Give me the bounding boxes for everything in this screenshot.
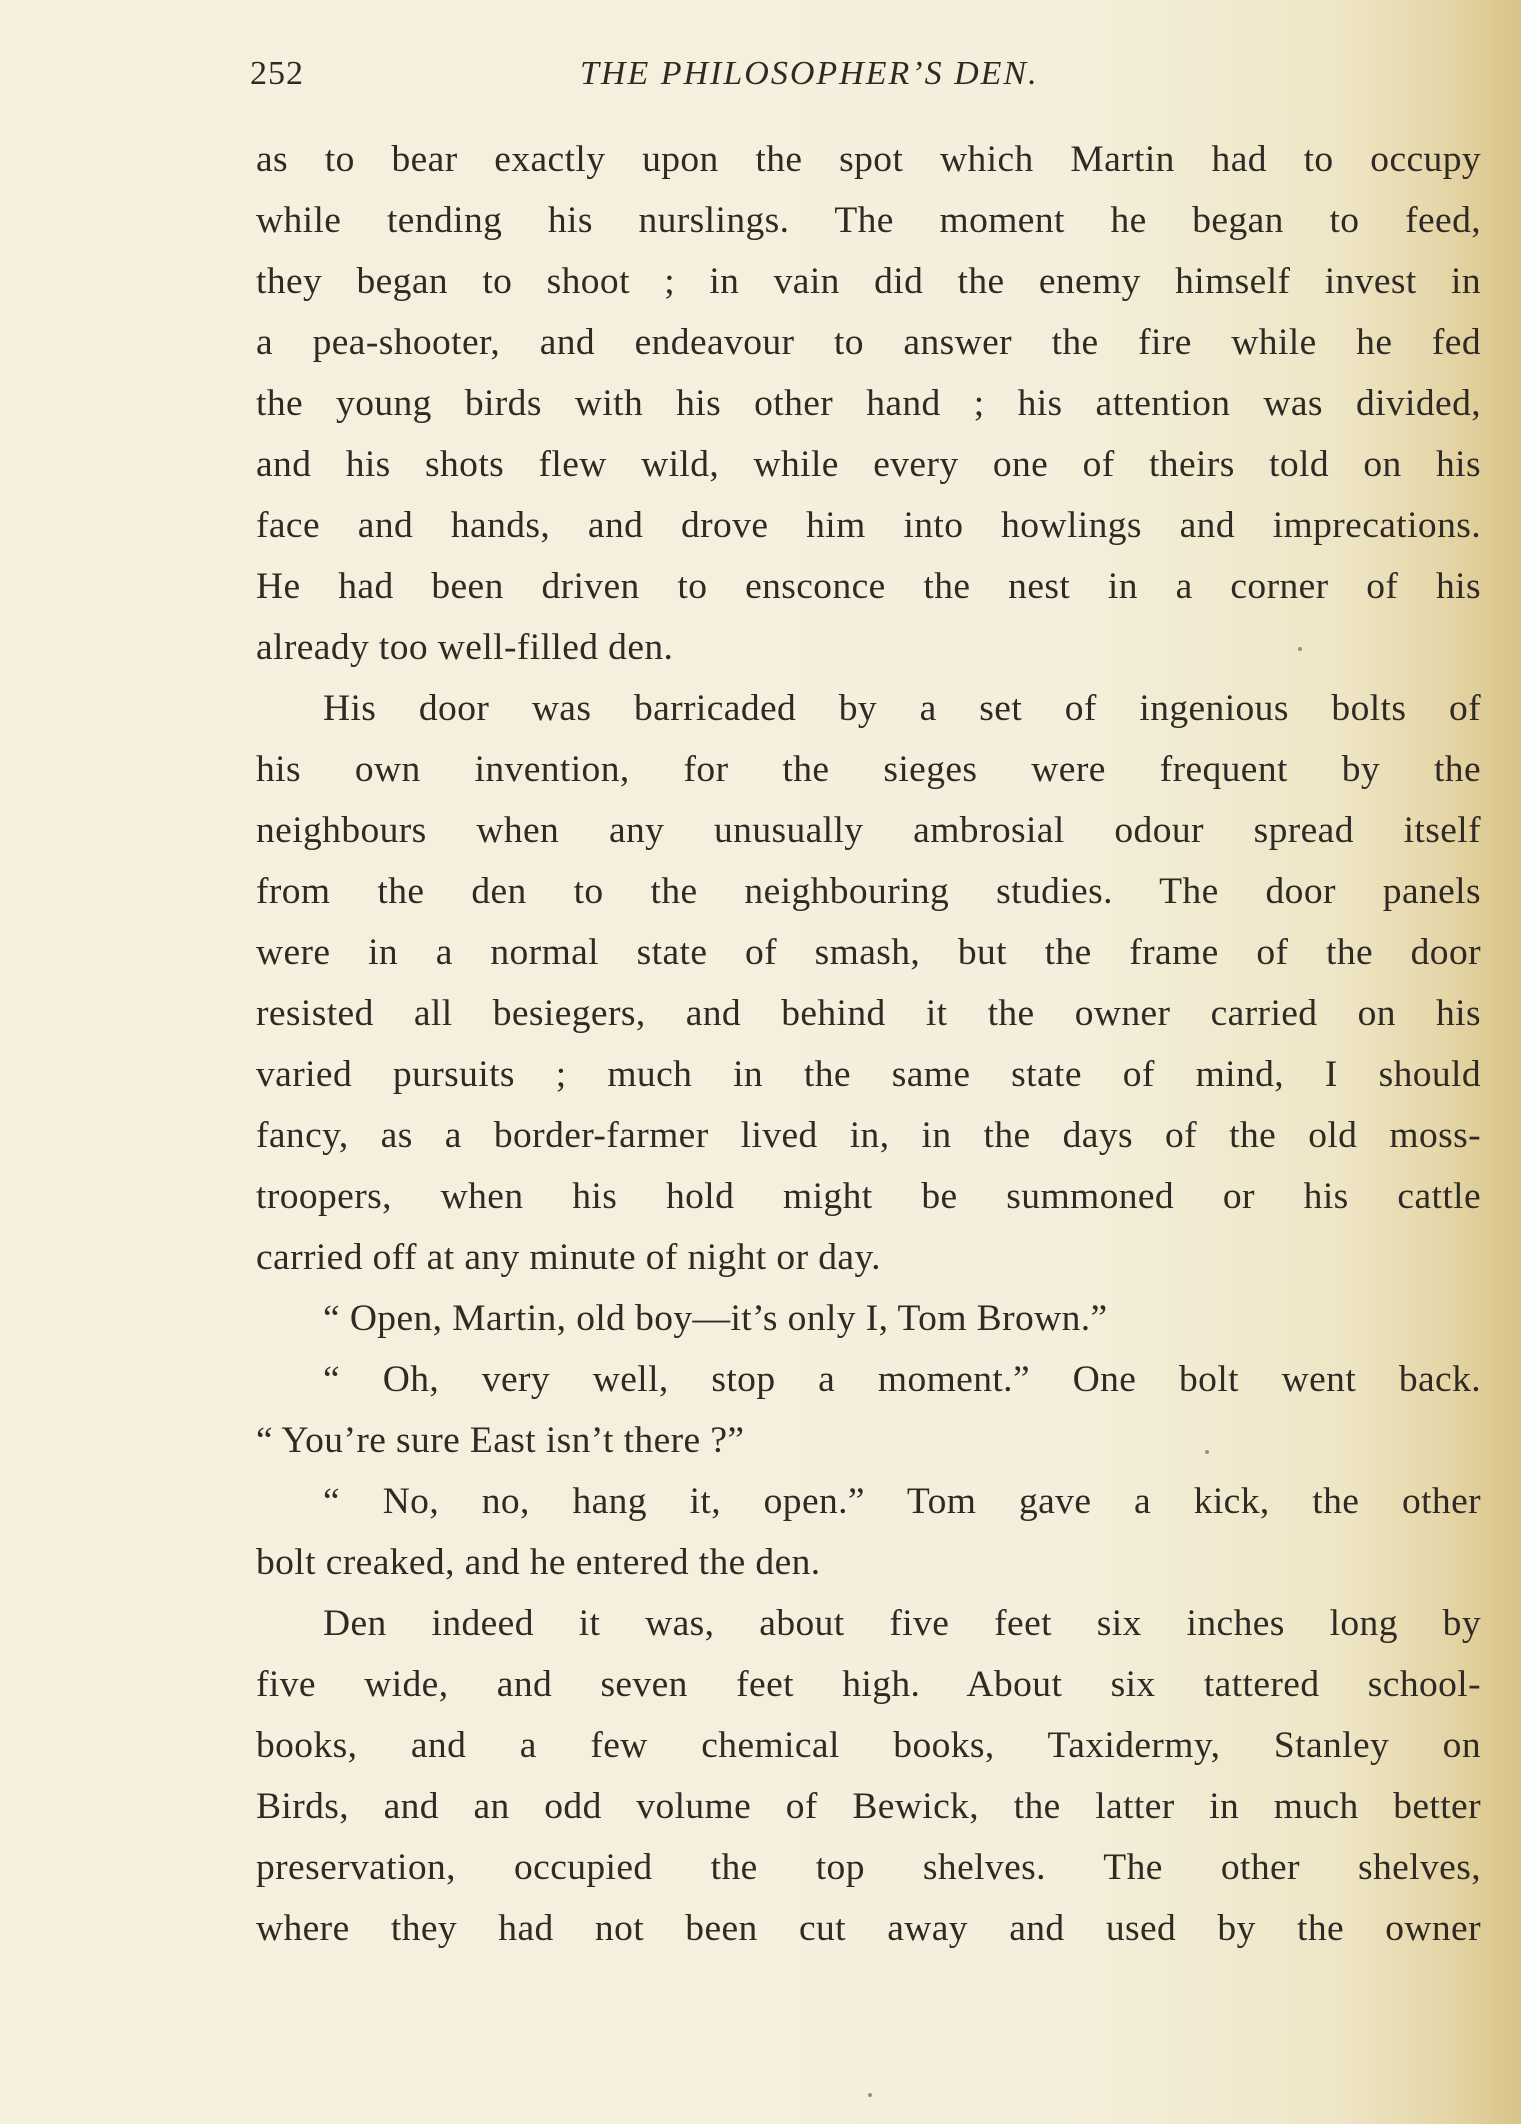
text-line: “ Open, Martin, old boy—it’s only I, Tom Brown.” xyxy=(323,1298,1108,1339)
text-line: already too well-filled den. xyxy=(256,627,674,668)
text-line: face and hands, and drove him into howlings and imprecations. xyxy=(256,505,1481,546)
text-line: “ You’re sure East isn’t there ?” xyxy=(256,1420,745,1461)
text-line: while tending his nurslings. The moment he began to feed, xyxy=(256,200,1481,241)
text-line: bolt creaked, and he entered the den. xyxy=(256,1542,821,1583)
text-line: fancy, as a border-farmer lived in, in the days of the old moss- xyxy=(256,1115,1481,1156)
text-line: He had been driven to ensconce the nest in a corner of his xyxy=(256,566,1481,607)
running-title: THE PHILOSOPHER’S DEN. xyxy=(580,55,1039,92)
text-line: his own invention, for the sieges were frequent by the xyxy=(256,749,1481,790)
text-line: preservation, occupied the top shelves. The other shelves, xyxy=(256,1847,1481,1888)
text-line: a pea-shooter, and endeavour to answer the fire while he fed xyxy=(256,322,1481,363)
text-line: they began to shoot ; in vain did the enemy himself invest in xyxy=(256,261,1481,302)
text-line: troopers, when his hold might be summoned or his cattle xyxy=(256,1176,1481,1217)
text-line: five wide, and seven feet high. About six tattered school- xyxy=(256,1664,1481,1705)
text-line: neighbours when any unusually ambrosial odour spread itself xyxy=(256,810,1481,851)
text-line: from the den to the neighbouring studies. The door panels xyxy=(256,871,1481,912)
running-head xyxy=(250,55,1480,105)
paper-speck xyxy=(1298,647,1302,651)
text-line: and his shots flew wild, while every one of theirs told on his xyxy=(256,444,1481,485)
text-line: as to bear exactly upon the spot which Martin had to occupy xyxy=(256,139,1481,180)
text-line: carried off at any minute of night or day. xyxy=(256,1237,881,1278)
text-line: “ No, no, hang it, open.” Tom gave a kick, the other xyxy=(323,1481,1481,1522)
paper-speck xyxy=(1205,1450,1209,1454)
text-line: were in a normal state of smash, but the frame of the door xyxy=(256,932,1481,973)
body-text xyxy=(256,129,1481,1959)
page-number: 252 xyxy=(250,55,304,92)
text-line: Den indeed it was, about five feet six inches long by xyxy=(323,1603,1481,1644)
text-line: books, and a few chemical books, Taxidermy, Stanley on xyxy=(256,1725,1481,1766)
text-line: where they had not been cut away and used by the owner xyxy=(256,1908,1481,1949)
paper-speck xyxy=(868,2093,872,2097)
text-line: His door was barricaded by a set of ingenious bolts of xyxy=(323,688,1481,729)
text-line: “ Oh, very well, stop a moment.” One bolt went back. xyxy=(323,1359,1481,1400)
text-line: resisted all besiegers, and behind it the owner carried on his xyxy=(256,993,1481,1034)
text-line: varied pursuits ; much in the same state of mind, I should xyxy=(256,1054,1481,1095)
text-line: Birds, and an odd volume of Bewick, the latter in much better xyxy=(256,1786,1481,1827)
text-line: the young birds with his other hand ; his attention was divided, xyxy=(256,383,1481,424)
